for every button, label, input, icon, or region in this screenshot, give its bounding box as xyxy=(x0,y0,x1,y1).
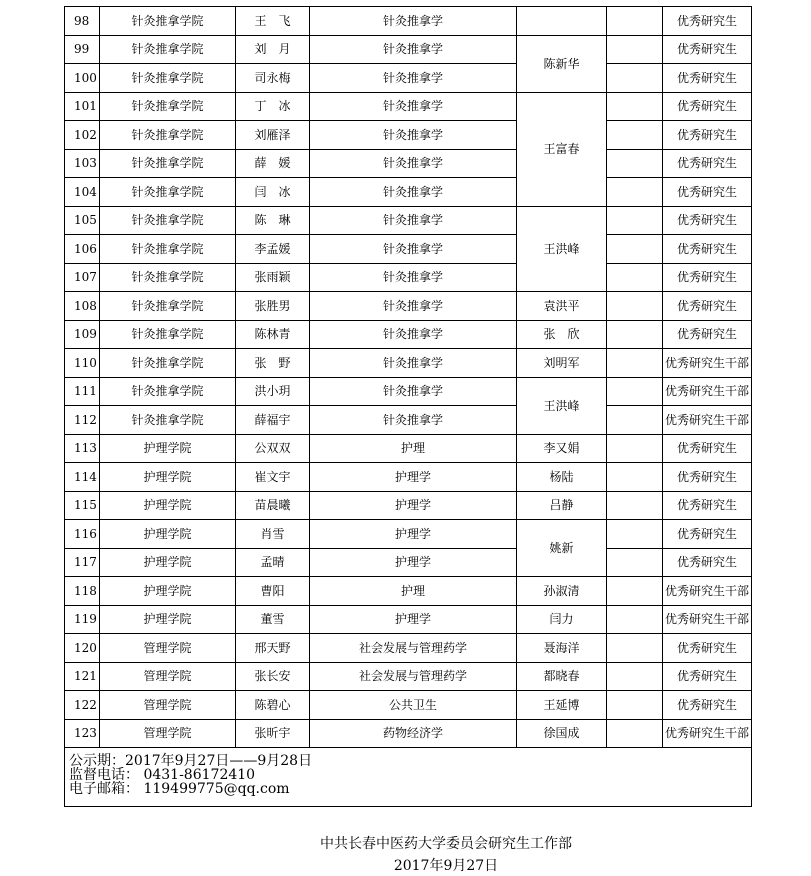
student-name-cell: 陈碧心 xyxy=(236,691,310,720)
blank-cell xyxy=(607,520,663,549)
table-row xyxy=(65,178,752,207)
mentor-cell xyxy=(517,7,607,36)
major-cell: 针灸推拿学 xyxy=(310,263,517,292)
blank-cell xyxy=(607,263,663,292)
major-cell: 社会发展与管理药学 xyxy=(310,634,517,663)
row-number: 98 xyxy=(65,7,100,36)
table-row xyxy=(65,463,752,492)
mentor-cell: 聂海洋 xyxy=(517,634,607,663)
award-cell: 优秀研究生干部 xyxy=(663,406,752,435)
blank-cell xyxy=(607,178,663,207)
major-cell: 针灸推拿学 xyxy=(310,349,517,378)
row-number: 105 xyxy=(65,206,100,235)
award-cell: 优秀研究生干部 xyxy=(663,719,752,748)
student-name-cell: 薛福宇 xyxy=(236,406,310,435)
college-cell: 针灸推拿学院 xyxy=(100,35,236,64)
row-number: 118 xyxy=(65,577,100,606)
award-cell: 优秀研究生干部 xyxy=(663,377,752,406)
college-cell: 护理学院 xyxy=(100,548,236,577)
blank-cell xyxy=(607,634,663,663)
blank-cell xyxy=(607,662,663,691)
student-name-cell: 董雪 xyxy=(236,605,310,634)
major-cell: 药物经济学 xyxy=(310,719,517,748)
mentor-cell: 都晓春 xyxy=(517,662,607,691)
row-number: 106 xyxy=(65,235,100,264)
row-number: 117 xyxy=(65,548,100,577)
college-cell: 针灸推拿学院 xyxy=(100,149,236,178)
mentor-cell: 姚新 xyxy=(517,520,607,577)
blank-cell xyxy=(607,35,663,64)
award-cell: 优秀研究生 xyxy=(663,434,752,463)
row-number: 103 xyxy=(65,149,100,178)
college-cell: 针灸推拿学院 xyxy=(100,320,236,349)
blank-cell xyxy=(607,92,663,121)
major-cell: 针灸推拿学 xyxy=(310,121,517,150)
award-cell: 优秀研究生 xyxy=(663,691,752,720)
award-cell: 优秀研究生 xyxy=(663,92,752,121)
major-cell: 针灸推拿学 xyxy=(310,92,517,121)
student-name-cell: 张 野 xyxy=(236,349,310,378)
mentor-cell: 王洪峰 xyxy=(517,206,607,292)
college-cell: 针灸推拿学院 xyxy=(100,263,236,292)
blank-cell xyxy=(607,406,663,435)
award-cell: 优秀研究生 xyxy=(663,206,752,235)
table-row xyxy=(65,263,752,292)
major-cell: 针灸推拿学 xyxy=(310,292,517,321)
blank-cell xyxy=(607,605,663,634)
college-cell: 针灸推拿学院 xyxy=(100,349,236,378)
blank-cell xyxy=(607,548,663,577)
blank-cell xyxy=(607,377,663,406)
college-cell: 针灸推拿学院 xyxy=(100,178,236,207)
student-name-cell: 邢天野 xyxy=(236,634,310,663)
student-name-cell: 刘 月 xyxy=(236,35,310,64)
major-cell: 针灸推拿学 xyxy=(310,149,517,178)
student-name-cell: 李孟媛 xyxy=(236,235,310,264)
college-cell: 针灸推拿学院 xyxy=(100,235,236,264)
student-name-cell: 丁 冰 xyxy=(236,92,310,121)
row-number: 108 xyxy=(65,292,100,321)
student-name-cell: 王 飞 xyxy=(236,7,310,36)
award-cell: 优秀研究生 xyxy=(663,463,752,492)
table-row xyxy=(65,292,752,321)
table-row xyxy=(65,349,752,378)
table-row xyxy=(65,121,752,150)
row-number: 104 xyxy=(65,178,100,207)
mentor-cell: 张 欣 xyxy=(517,320,607,349)
row-number: 113 xyxy=(65,434,100,463)
row-number: 99 xyxy=(65,35,100,64)
issuing-organization: 中共长春中医药大学委员会研究生工作部 xyxy=(320,836,572,852)
student-name-cell: 张昕宇 xyxy=(236,719,310,748)
blank-cell xyxy=(607,206,663,235)
blank-cell xyxy=(607,349,663,378)
major-cell: 针灸推拿学 xyxy=(310,64,517,93)
table-row xyxy=(65,149,752,178)
table-row xyxy=(65,520,752,549)
major-cell: 社会发展与管理药学 xyxy=(310,662,517,691)
student-name-cell: 曹阳 xyxy=(236,577,310,606)
blank-cell xyxy=(607,320,663,349)
major-cell: 护理学 xyxy=(310,491,517,520)
major-cell: 针灸推拿学 xyxy=(310,7,517,36)
blank-cell xyxy=(607,577,663,606)
mentor-cell: 杨陆 xyxy=(517,463,607,492)
table-row xyxy=(65,235,752,264)
row-number: 100 xyxy=(65,64,100,93)
major-cell: 护理学 xyxy=(310,548,517,577)
student-name-cell: 张雨颖 xyxy=(236,263,310,292)
student-name-cell: 薛 媛 xyxy=(236,149,310,178)
mentor-cell: 王延博 xyxy=(517,691,607,720)
student-name-cell: 公双双 xyxy=(236,434,310,463)
table-row xyxy=(65,35,752,64)
award-cell: 优秀研究生 xyxy=(663,320,752,349)
row-number: 123 xyxy=(65,719,100,748)
mentor-cell: 吕静 xyxy=(517,491,607,520)
award-cell: 优秀研究生 xyxy=(663,7,752,36)
college-cell: 护理学院 xyxy=(100,434,236,463)
award-cell: 优秀研究生 xyxy=(663,548,752,577)
table-row xyxy=(65,434,752,463)
award-cell: 优秀研究生 xyxy=(663,634,752,663)
major-cell: 护理学 xyxy=(310,605,517,634)
table-row xyxy=(65,92,752,121)
student-name-cell: 苗晨曦 xyxy=(236,491,310,520)
mentor-cell: 陈新华 xyxy=(517,35,607,92)
college-cell: 针灸推拿学院 xyxy=(100,92,236,121)
table-row xyxy=(65,577,752,606)
major-cell: 护理学 xyxy=(310,463,517,492)
table-row xyxy=(65,548,752,577)
blank-cell xyxy=(607,491,663,520)
student-name-cell: 张长安 xyxy=(236,662,310,691)
student-name-cell: 洪小玥 xyxy=(236,377,310,406)
row-number: 112 xyxy=(65,406,100,435)
mentor-cell: 闫力 xyxy=(517,605,607,634)
major-cell: 针灸推拿学 xyxy=(310,206,517,235)
footer-row xyxy=(65,748,752,807)
student-name-cell: 张胜男 xyxy=(236,292,310,321)
college-cell: 针灸推拿学院 xyxy=(100,206,236,235)
row-number: 116 xyxy=(65,520,100,549)
mentor-cell: 袁洪平 xyxy=(517,292,607,321)
blank-cell xyxy=(607,292,663,321)
major-cell: 针灸推拿学 xyxy=(310,235,517,264)
award-cell: 优秀研究生干部 xyxy=(663,577,752,606)
award-cell: 优秀研究生 xyxy=(663,520,752,549)
row-number: 110 xyxy=(65,349,100,378)
blank-cell xyxy=(607,719,663,748)
student-name-cell: 肖雪 xyxy=(236,520,310,549)
student-name-cell: 陈林青 xyxy=(236,320,310,349)
issue-date: 2017年9月27日 xyxy=(393,858,499,874)
major-cell: 针灸推拿学 xyxy=(310,406,517,435)
table-row xyxy=(65,719,752,748)
student-name-cell: 司永梅 xyxy=(236,64,310,93)
major-cell: 针灸推拿学 xyxy=(310,377,517,406)
college-cell: 管理学院 xyxy=(100,719,236,748)
student-name-cell: 刘雁泽 xyxy=(236,121,310,150)
college-cell: 针灸推拿学院 xyxy=(100,121,236,150)
major-cell: 针灸推拿学 xyxy=(310,178,517,207)
blank-cell xyxy=(607,149,663,178)
college-cell: 管理学院 xyxy=(100,662,236,691)
row-number: 122 xyxy=(65,691,100,720)
college-cell: 护理学院 xyxy=(100,491,236,520)
blank-cell xyxy=(607,434,663,463)
student-name-cell: 孟晴 xyxy=(236,548,310,577)
college-cell: 护理学院 xyxy=(100,520,236,549)
college-cell: 护理学院 xyxy=(100,577,236,606)
award-cell: 优秀研究生 xyxy=(663,491,752,520)
honor-list-table xyxy=(64,6,752,807)
table-row xyxy=(65,491,752,520)
mentor-cell: 王富春 xyxy=(517,92,607,206)
award-cell: 优秀研究生 xyxy=(663,149,752,178)
table-row xyxy=(65,406,752,435)
table-row xyxy=(65,206,752,235)
mentor-cell: 刘明军 xyxy=(517,349,607,378)
major-cell: 针灸推拿学 xyxy=(310,35,517,64)
award-cell: 优秀研究生 xyxy=(663,263,752,292)
award-cell: 优秀研究生 xyxy=(663,292,752,321)
row-number: 109 xyxy=(65,320,100,349)
table-row xyxy=(65,634,752,663)
award-cell: 优秀研究生 xyxy=(663,235,752,264)
blank-cell xyxy=(607,691,663,720)
major-cell: 护理 xyxy=(310,577,517,606)
major-cell: 护理 xyxy=(310,434,517,463)
supervision-phone: 监督电话： 0431-86172410 xyxy=(69,767,256,783)
mentor-cell: 徐国成 xyxy=(517,719,607,748)
award-cell: 优秀研究生干部 xyxy=(663,605,752,634)
table-row xyxy=(65,7,752,36)
footer-cell xyxy=(65,748,752,807)
blank-cell xyxy=(607,463,663,492)
award-cell: 优秀研究生 xyxy=(663,35,752,64)
blank-cell xyxy=(607,121,663,150)
college-cell: 针灸推拿学院 xyxy=(100,64,236,93)
college-cell: 管理学院 xyxy=(100,634,236,663)
table-row xyxy=(65,605,752,634)
award-cell: 优秀研究生 xyxy=(663,64,752,93)
award-cell: 优秀研究生 xyxy=(663,662,752,691)
college-cell: 针灸推拿学院 xyxy=(100,292,236,321)
major-cell: 针灸推拿学 xyxy=(310,320,517,349)
table-body xyxy=(65,7,752,748)
row-number: 101 xyxy=(65,92,100,121)
row-number: 120 xyxy=(65,634,100,663)
award-cell: 优秀研究生干部 xyxy=(663,349,752,378)
college-cell: 管理学院 xyxy=(100,691,236,720)
table-row xyxy=(65,662,752,691)
college-cell: 护理学院 xyxy=(100,463,236,492)
row-number: 111 xyxy=(65,377,100,406)
award-cell: 优秀研究生 xyxy=(663,178,752,207)
publicity-period: 公示期：2017年9月27日——9月28日 xyxy=(69,753,313,769)
row-number: 114 xyxy=(65,463,100,492)
college-cell: 针灸推拿学院 xyxy=(100,7,236,36)
student-name-cell: 陈 琳 xyxy=(236,206,310,235)
table-row xyxy=(65,377,752,406)
table-row xyxy=(65,320,752,349)
major-cell: 公共卫生 xyxy=(310,691,517,720)
college-cell: 护理学院 xyxy=(100,605,236,634)
mentor-cell: 孙淑清 xyxy=(517,577,607,606)
row-number: 102 xyxy=(65,121,100,150)
contact-email: 电子邮箱： 119499775@qq.com xyxy=(69,781,290,797)
student-name-cell: 崔文宇 xyxy=(236,463,310,492)
row-number: 115 xyxy=(65,491,100,520)
table-row xyxy=(65,64,752,93)
mentor-cell: 李又娟 xyxy=(517,434,607,463)
college-cell: 针灸推拿学院 xyxy=(100,377,236,406)
row-number: 119 xyxy=(65,605,100,634)
major-cell: 护理学 xyxy=(310,520,517,549)
blank-cell xyxy=(607,235,663,264)
blank-cell xyxy=(607,64,663,93)
row-number: 121 xyxy=(65,662,100,691)
college-cell: 针灸推拿学院 xyxy=(100,406,236,435)
student-name-cell: 闫 冰 xyxy=(236,178,310,207)
blank-cell xyxy=(607,7,663,36)
row-number: 107 xyxy=(65,263,100,292)
mentor-cell: 王洪峰 xyxy=(517,377,607,434)
table-row xyxy=(65,691,752,720)
award-cell: 优秀研究生 xyxy=(663,121,752,150)
